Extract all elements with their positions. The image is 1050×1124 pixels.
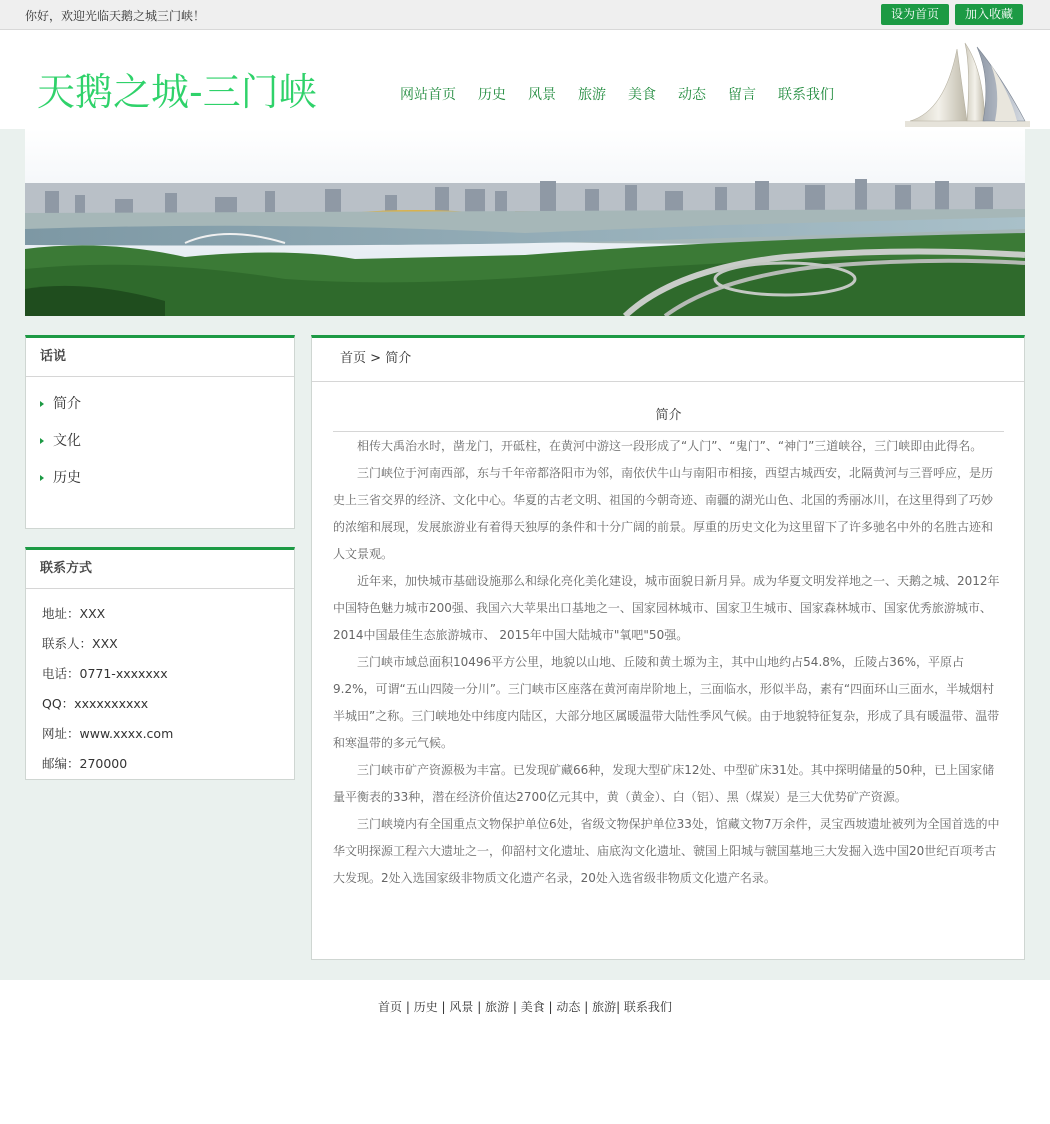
contact-panel-title: 联系方式 <box>26 550 294 589</box>
contact-website: 网址：www.xxxx.com <box>42 726 174 741</box>
footer-links <box>0 998 1050 1015</box>
article-panel <box>311 335 1025 960</box>
contact-person: 联系人：XXX <box>42 636 118 651</box>
topics-panel-title: 话说 <box>26 338 294 377</box>
article-paragraph: 三门峡位于河南西部，东与千年帝都洛阳市为邻，南依伏牛山与南阳市相接，西望古城西安，北隔黄河与三晋呼应，是历史上三省交界的经济、文化中心。华夏的古老文明、祖国的今朝奇迹、南疆的湖光山色、北国的秀丽冰川，在这里得到了巧妙的浓缩和展现，发展旅游业有着得天独厚的条件和十分广阔的前景。厚重的历史文化为这里留下了许多驰名中外的名胜古迹和人文景观。 <box>333 466 994 561</box>
monument-image <box>905 39 1030 127</box>
topic-item-culture[interactable] <box>40 430 294 467</box>
article-title: 简介 <box>333 382 1004 432</box>
sidebar-contact-panel <box>25 547 295 780</box>
breadcrumb <box>312 338 1024 382</box>
top-bar <box>0 0 1050 30</box>
article-paragraph: 三门峡市矿产资源极为丰富。已发现矿藏66种，发现大型矿床12处、中型矿床31处。其中探明储量的50种，已上国家储量平衡表的33种，潜在经济价值达2700亿元其中，黄（黄金）、白（铝）、黑（煤炭）是三大优势矿产资源。 <box>333 763 995 804</box>
contact-list <box>26 589 294 782</box>
article-body <box>312 382 1024 892</box>
breadcrumb-current: 简介 <box>385 351 412 366</box>
nav-item-guestbook[interactable]: 留言 <box>728 87 756 103</box>
add-favorite-button[interactable]: 加入收藏 <box>955 4 1023 25</box>
article-paragraph: 相传大禹治水时，凿龙门，开砥柱，在黄河中游这一段形成了“人门”、“鬼门”、“神门”三道峡谷，三门峡即由此得名。 <box>357 439 983 453</box>
topic-item-label: 文化 <box>53 433 81 449</box>
breadcrumb-separator: > <box>366 351 386 366</box>
arrow-bullet-icon <box>40 438 44 444</box>
site-logo[interactable]: 天鹅之城-三门峡 <box>37 70 317 114</box>
set-home-button[interactable]: 设为首页 <box>881 4 949 25</box>
article-paragraphs <box>333 432 1004 892</box>
article-paragraph: 三门峡境内有全国重点文物保护单位6处，省级文物保护单位33处，馆藏文物7万余件，灵宝西坡遗址被列为全国首选的中华文明探源工程六大遗址之一，仰韶村文化遗址、庙底沟文化遗址、虢国上阳城与虢国墓地三大发掘入选中国20世纪百项考古大发现。2处入选国家级非物质文化遗产名录，20处入选省级非物质文化遗产名录。 <box>333 817 1000 885</box>
topics-list <box>26 377 294 504</box>
contact-postcode: 邮编：270000 <box>42 756 128 771</box>
sidebar-topics-panel <box>25 335 295 529</box>
nav-item-home[interactable]: 网站首页 <box>400 87 456 103</box>
nav-item-tourism[interactable]: 旅游 <box>578 87 606 103</box>
article-paragraph: 三门峡市域总面积10496平方公里，地貌以山地、丘陵和黄土塬为主，其中山地约占54.8%，丘陵占36%，平原占9.2%，可谓“五山四陵一分川”。三门峡市区座落在黄河南岸阶地上，三面临水，形似半岛，素有“四面环山三面水，半城烟村半城田”之称。三门峡地处中纬度内陆区，大部分地区属暖温带大陆性季风气候。由于地貌特征复杂，形成了具有暖温带、温带和寒温带的多元气候。 <box>333 655 1000 750</box>
topic-item-label: 历史 <box>53 470 81 486</box>
nav-item-history[interactable]: 历史 <box>478 87 506 103</box>
nav-item-food[interactable]: 美食 <box>628 87 656 103</box>
welcome-text: 你好，欢迎光临天鹅之城三门峡！ <box>25 9 206 23</box>
topic-item-intro[interactable] <box>40 393 294 430</box>
topic-item-label: 简介 <box>53 396 81 412</box>
city-banner-image <box>25 129 1025 316</box>
nav-item-contact[interactable]: 联系我们 <box>778 87 834 103</box>
site-header <box>0 31 1050 129</box>
city-panorama <box>25 129 1025 316</box>
breadcrumb-home-link[interactable]: 首页 <box>340 351 367 366</box>
arrow-bullet-icon <box>40 475 44 481</box>
contact-address: 地址：XXX <box>42 606 106 621</box>
article-paragraph: 近年来，加快城市基础设施那么和绿化亮化美化建设，城市面貌日新月异。成为华夏文明发祥地之一、天鹅之城、2012年中国特色魅力城市200强、我国六大苹果出口基地之一、国家园林城市、国家卫生城市、国家森林城市、国家优秀旅游城市、2014中国最佳生态旅游城市、 2015年中国大陆城市"氧吧"50强。 <box>333 574 1000 642</box>
footer-nav-links[interactable]: 首页 | 历史 | 风景 | 旅游 | 美食 | 动态 | 旅游| 联系我们 <box>378 1000 672 1014</box>
nav-item-news[interactable]: 动态 <box>678 87 706 103</box>
contact-phone: 电话：0771-xxxxxxx <box>42 666 168 681</box>
contact-qq: QQ：xxxxxxxxxx <box>42 696 149 711</box>
nav-item-scenery[interactable]: 风景 <box>528 87 556 103</box>
arrow-bullet-icon <box>40 401 44 407</box>
main-nav <box>400 84 856 104</box>
topic-item-history[interactable] <box>40 467 294 504</box>
